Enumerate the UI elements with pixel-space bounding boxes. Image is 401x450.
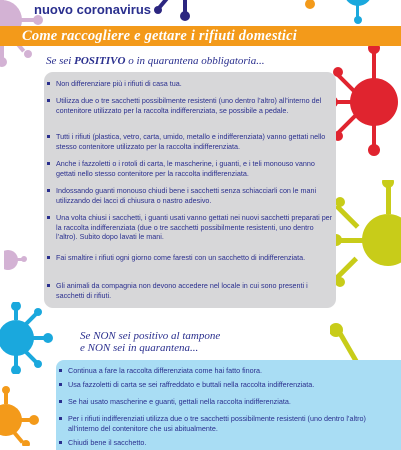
- list-item: Anche i fazzoletti o i rotoli di carta, le mascherine, i guanti, e i teli monouso vanno gettati nello stesso contenitore per la raccolta indifferenziata.: [56, 159, 334, 178]
- list-item: Utilizza due o tre sacchetti possibilmente resistenti (uno dentro l’altro) all’interno del contenitore utilizzato per la raccolta indifferenziata, se possibile a pedale.: [56, 96, 334, 115]
- list-item: Gli animali da compagnia non devono accedere nel locale in cui sono presenti i sacchetti di rifiuti.: [56, 281, 334, 300]
- list-item: Tutti i rifiuti (plastica, vetro, carta, umido, metallo e indifferenziata) vanno gettati nello stesso contenitore utilizzato per la raccolta indifferenziata.: [56, 132, 334, 151]
- section-negative-heading: [80, 330, 220, 354]
- heading-line-2: e NON sei in quarantena...: [80, 342, 199, 354]
- list-item: Fai smaltire i rifiuti ogni giorno come faresti con un sacchetto di indifferenziata.: [56, 253, 334, 263]
- virus-icon-red: [330, 40, 401, 160]
- list-item: Chiudi bene il sacchetto.: [68, 438, 388, 448]
- virus-icon-orange: [0, 386, 40, 446]
- list-item: Non differenziare più i rifiuti di casa tua.: [56, 79, 334, 89]
- heading-line-1: Se NON sei positivo al tampone: [80, 330, 221, 342]
- banner-title: Come raccogliere e gettare i rifiuti domestici: [22, 28, 297, 44]
- list-item: Usa fazzoletti di carta se sei raffreddato e buttali nella raccolta indifferenziata.: [68, 380, 388, 390]
- section-positive-heading: [46, 55, 264, 67]
- top-title: nuovo coronavirus: [34, 2, 152, 17]
- list-item: Per i rifiuti indifferenziati utilizza due o tre sacchetti possibilmente resistenti (uno dentro l’altro) all’interno del contenitore che usi abitualmente.: [68, 414, 388, 433]
- heading-suffix: o in quarantena obbligatoria...: [125, 55, 265, 67]
- virus-icon-cyan-left: [0, 302, 60, 374]
- heading-prefix: Se sei: [46, 55, 75, 67]
- heading-emphasis: POSITIVO: [74, 55, 126, 67]
- virus-icon-purple-small: [4, 240, 28, 280]
- list-item: Una volta chiusi i sacchetti, i guanti usati vanno gettati nei nuovi sacchetti preparati per la raccolta indifferenziata (due o tre sacchetti possibilmente resistenti, uno dentro l’altro). Subito dopo lavati le mani.: [56, 213, 333, 242]
- list-item: Indossando guanti monouso chiudi bene i sacchetti senza schiacciarli con le mani utilizzando dei lacci di chiusura o nastro adesivo.: [56, 186, 334, 205]
- list-item: Se hai usato mascherine e guanti, gettali nella raccolta indifferenziata.: [68, 397, 388, 407]
- list-item: Continua a fare la raccolta differenziata come hai fatto finora.: [68, 366, 388, 376]
- title-banner: [0, 26, 401, 46]
